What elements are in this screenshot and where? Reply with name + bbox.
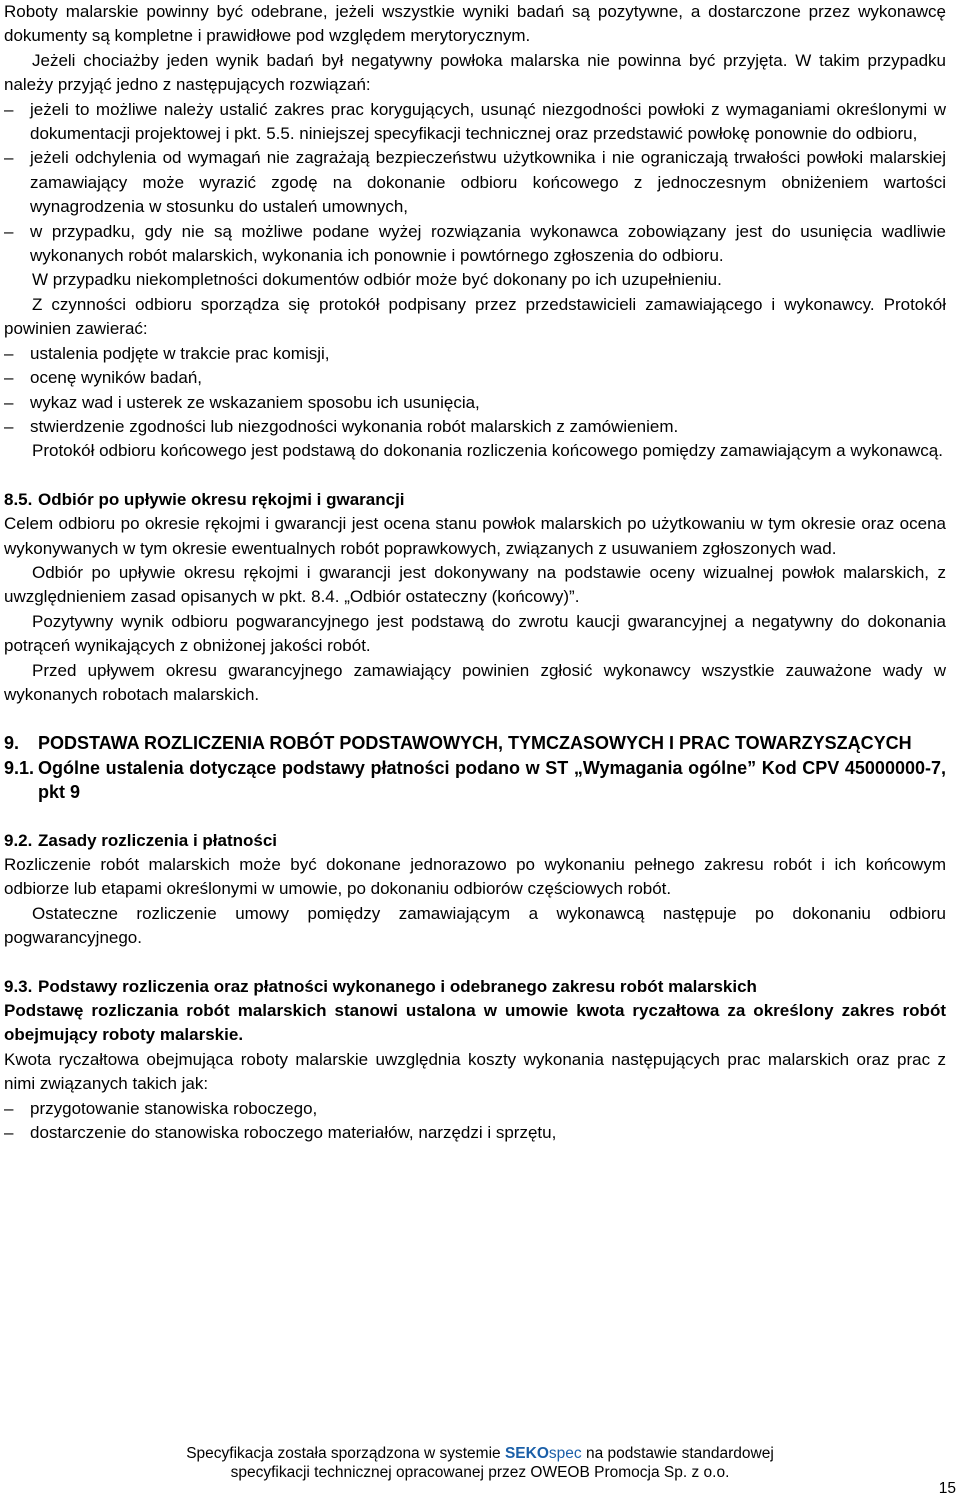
heading-9-2	[4, 829, 946, 853]
list-item-protocol-3: – wykaz wad i usterek ze wskazaniem sposobu ich usunięcia,	[4, 391, 946, 415]
list-item-protocol-1: – ustalenia podjęte w trakcie prac komisji,	[4, 342, 946, 366]
paragraph-final-protocol: Protokół odbioru końcowego jest podstawą do dokonania rozliczenia końcowego pomiędzy zamawiającym a wykonawcą.	[32, 441, 943, 461]
heading-title: Odbiór po upływie okresu rękojmi i gwarancji	[38, 489, 405, 509]
heading-number: 9.2.	[4, 830, 33, 850]
paragraph-8-5-1: Celem odbioru po okresie rękojmi i gwarancji jest ocena stanu powłok malarskich po użytkowaniu w tym okresie oraz ocena wykonywanych w tym okresie ewentualnych robót poprawkowych, związanych z usuwaniem zgłoszonych wad.	[4, 514, 946, 558]
paragraph-8-5-4: Przed upływem okresu gwarancyjnego zamawiający powinien zgłosić wykonawcy wszystkie zauważone wady w wykonanych robotach malarskich.	[4, 660, 946, 704]
footer-line-1	[0, 1444, 960, 1463]
logo-bold-part: SEKO	[504, 1445, 549, 1462]
paragraph-incomplete-documents: W przypadku niekompletności dokumentów odbiór może być dokonany po ich uzupełnieniu.	[32, 270, 722, 290]
heading-title: Podstawy rozliczenia oraz płatności wykonanego i odebranego zakresu robót malarskich	[38, 976, 757, 996]
list-item-option-3: – w przypadku, gdy nie są możliwe podane wyżej rozwiązania wykonawca zobowiązany jest do usunięcia wadliwie wykonanych robót malarskich, wykonania ich ponownie i powtórnego zgłoszenia do odbioru.	[4, 220, 946, 269]
sekospec-logo	[505, 1445, 582, 1462]
footer-text-before: Specyfikacja została sporządzona w systemie	[186, 1445, 501, 1462]
page-number: 15	[938, 1480, 956, 1497]
paragraph-protocol: Z czynności odbioru sporządza się protokół podpisany przez przedstawicieli zamawiającego i wykonawcy. Protokół powinien zawierać:	[4, 294, 946, 339]
list-item-protocol-4: – stwierdzenie zgodności lub niezgodności wykonania robót malarskich z zamówieniem.	[4, 415, 946, 439]
paragraph-9-3-bold: Podstawę rozliczania robót malarskich stanowi ustalona w umowie kwota ryczałtowa za określony zakres robót obejmujący roboty malarskie.	[4, 1001, 946, 1045]
heading-title: Ogólne ustalenia dotyczące podstawy płatności podano w ST „Wymagania ogólne” Kod CPV 45000000-7, pkt 9	[38, 757, 946, 803]
paragraph-9-2-2: Ostateczne rozliczenie umowy pomiędzy zamawiającym a wykonawcą następuje po dokonaniu odbioru pogwarancyjnego.	[4, 903, 946, 948]
paragraph-8-5-3: Pozytywny wynik odbioru pogwarancyjnego jest podstawą do zwrotu kaucji gwarancyjnej a negatywny do dokonania potrąceń wynikających z obniżonej jakości robót.	[4, 611, 946, 656]
heading-number: 9.3.	[4, 976, 33, 996]
heading-number: 9.1.	[4, 757, 35, 778]
paragraph-negative-result: Jeżeli chociażby jeden wynik badań był negatywny powłoka malarska nie powinna być przyjęta. W takim przypadku należy przyjąć jedno z następujących rozwiązań:	[4, 50, 946, 95]
heading-number: 9.	[4, 733, 20, 754]
paragraph-acceptance-conditions: Roboty malarskie powinny być odebrane, jeżeli wszystkie wyniki badań są pozytywne, a dostarczone przez wykonawcę dokumenty są kompletne i prawidłowe pod względem merytorycznym.	[4, 2, 946, 46]
document-body	[4, 0, 946, 1145]
list-item-option-2: – jeżeli odchylenia od wymagań nie zagrażają bezpieczeństwu użytkownika i nie ograniczają trwałości powłoki malarskiej zamawiający może wyrazić zgodę na dokonanie odbioru końcowego z jednoczesnym obniżeniem wartości wynagrodzenia w stosunku do ustaleń umownych,	[4, 146, 946, 219]
heading-9	[4, 731, 946, 755]
heading-8-5	[4, 488, 946, 512]
logo-light-part: spec	[548, 1445, 582, 1462]
paragraph-9-2-1: Rozliczenie robót malarskich może być dokonane jednorazowo po wykonaniu pełnego zakresu robót i ich końcowym odbiorze lub etapami określonymi w umowie, po dokonaniu odbiorów częściowych robót.	[4, 855, 946, 899]
list-item-cost-2: – dostarczenie do stanowiska roboczego materiałów, narzędzi i sprzętu,	[4, 1121, 946, 1145]
list-item-protocol-2: – ocenę wyników badań,	[4, 366, 946, 390]
paragraph-9-3-1: Kwota ryczałtowa obejmująca roboty malarskie uwzględnia koszty wykonania następujących prac malarskich oraz prac z nimi związanych takich jak:	[4, 1049, 946, 1094]
paragraph-8-5-2: Odbiór po upływie okresu rękojmi i gwarancji jest dokonywany na podstawie oceny wizualnej powłok malarskich, z uwzględnieniem zasad opisanych w pkt. 8.4. „Odbiór ostateczny (końcowy)”.	[4, 562, 946, 607]
heading-title: PODSTAWA ROZLICZENIA ROBÓT PODSTAWOWYCH, TYMCZASOWYCH I PRAC TOWARZYSZĄCYCH	[38, 733, 912, 754]
list-item-cost-1: – przygotowanie stanowiska roboczego,	[4, 1097, 946, 1121]
heading-title: Zasady rozliczenia i płatności	[38, 830, 278, 850]
heading-number: 8.5.	[4, 489, 33, 509]
heading-9-1	[4, 756, 946, 805]
footer-line-2: specyfikacji technicznej opracowanej przez OWEOB Promocja Sp. z o.o.	[230, 1464, 730, 1481]
heading-9-3	[4, 975, 946, 999]
list-item-option-1: – jeżeli to możliwe należy ustalić zakres prac korygujących, usunąć niezgodności powłoki z wymaganiami określonymi w dokumentacji projektowej i pkt. 5.5. niniejszej specyfikacji technicznej oraz przedstawić powłokę ponownie do odbioru,	[4, 98, 946, 147]
page-footer	[0, 1444, 960, 1482]
footer-text-after: na podstawie standardowej	[585, 1445, 774, 1462]
